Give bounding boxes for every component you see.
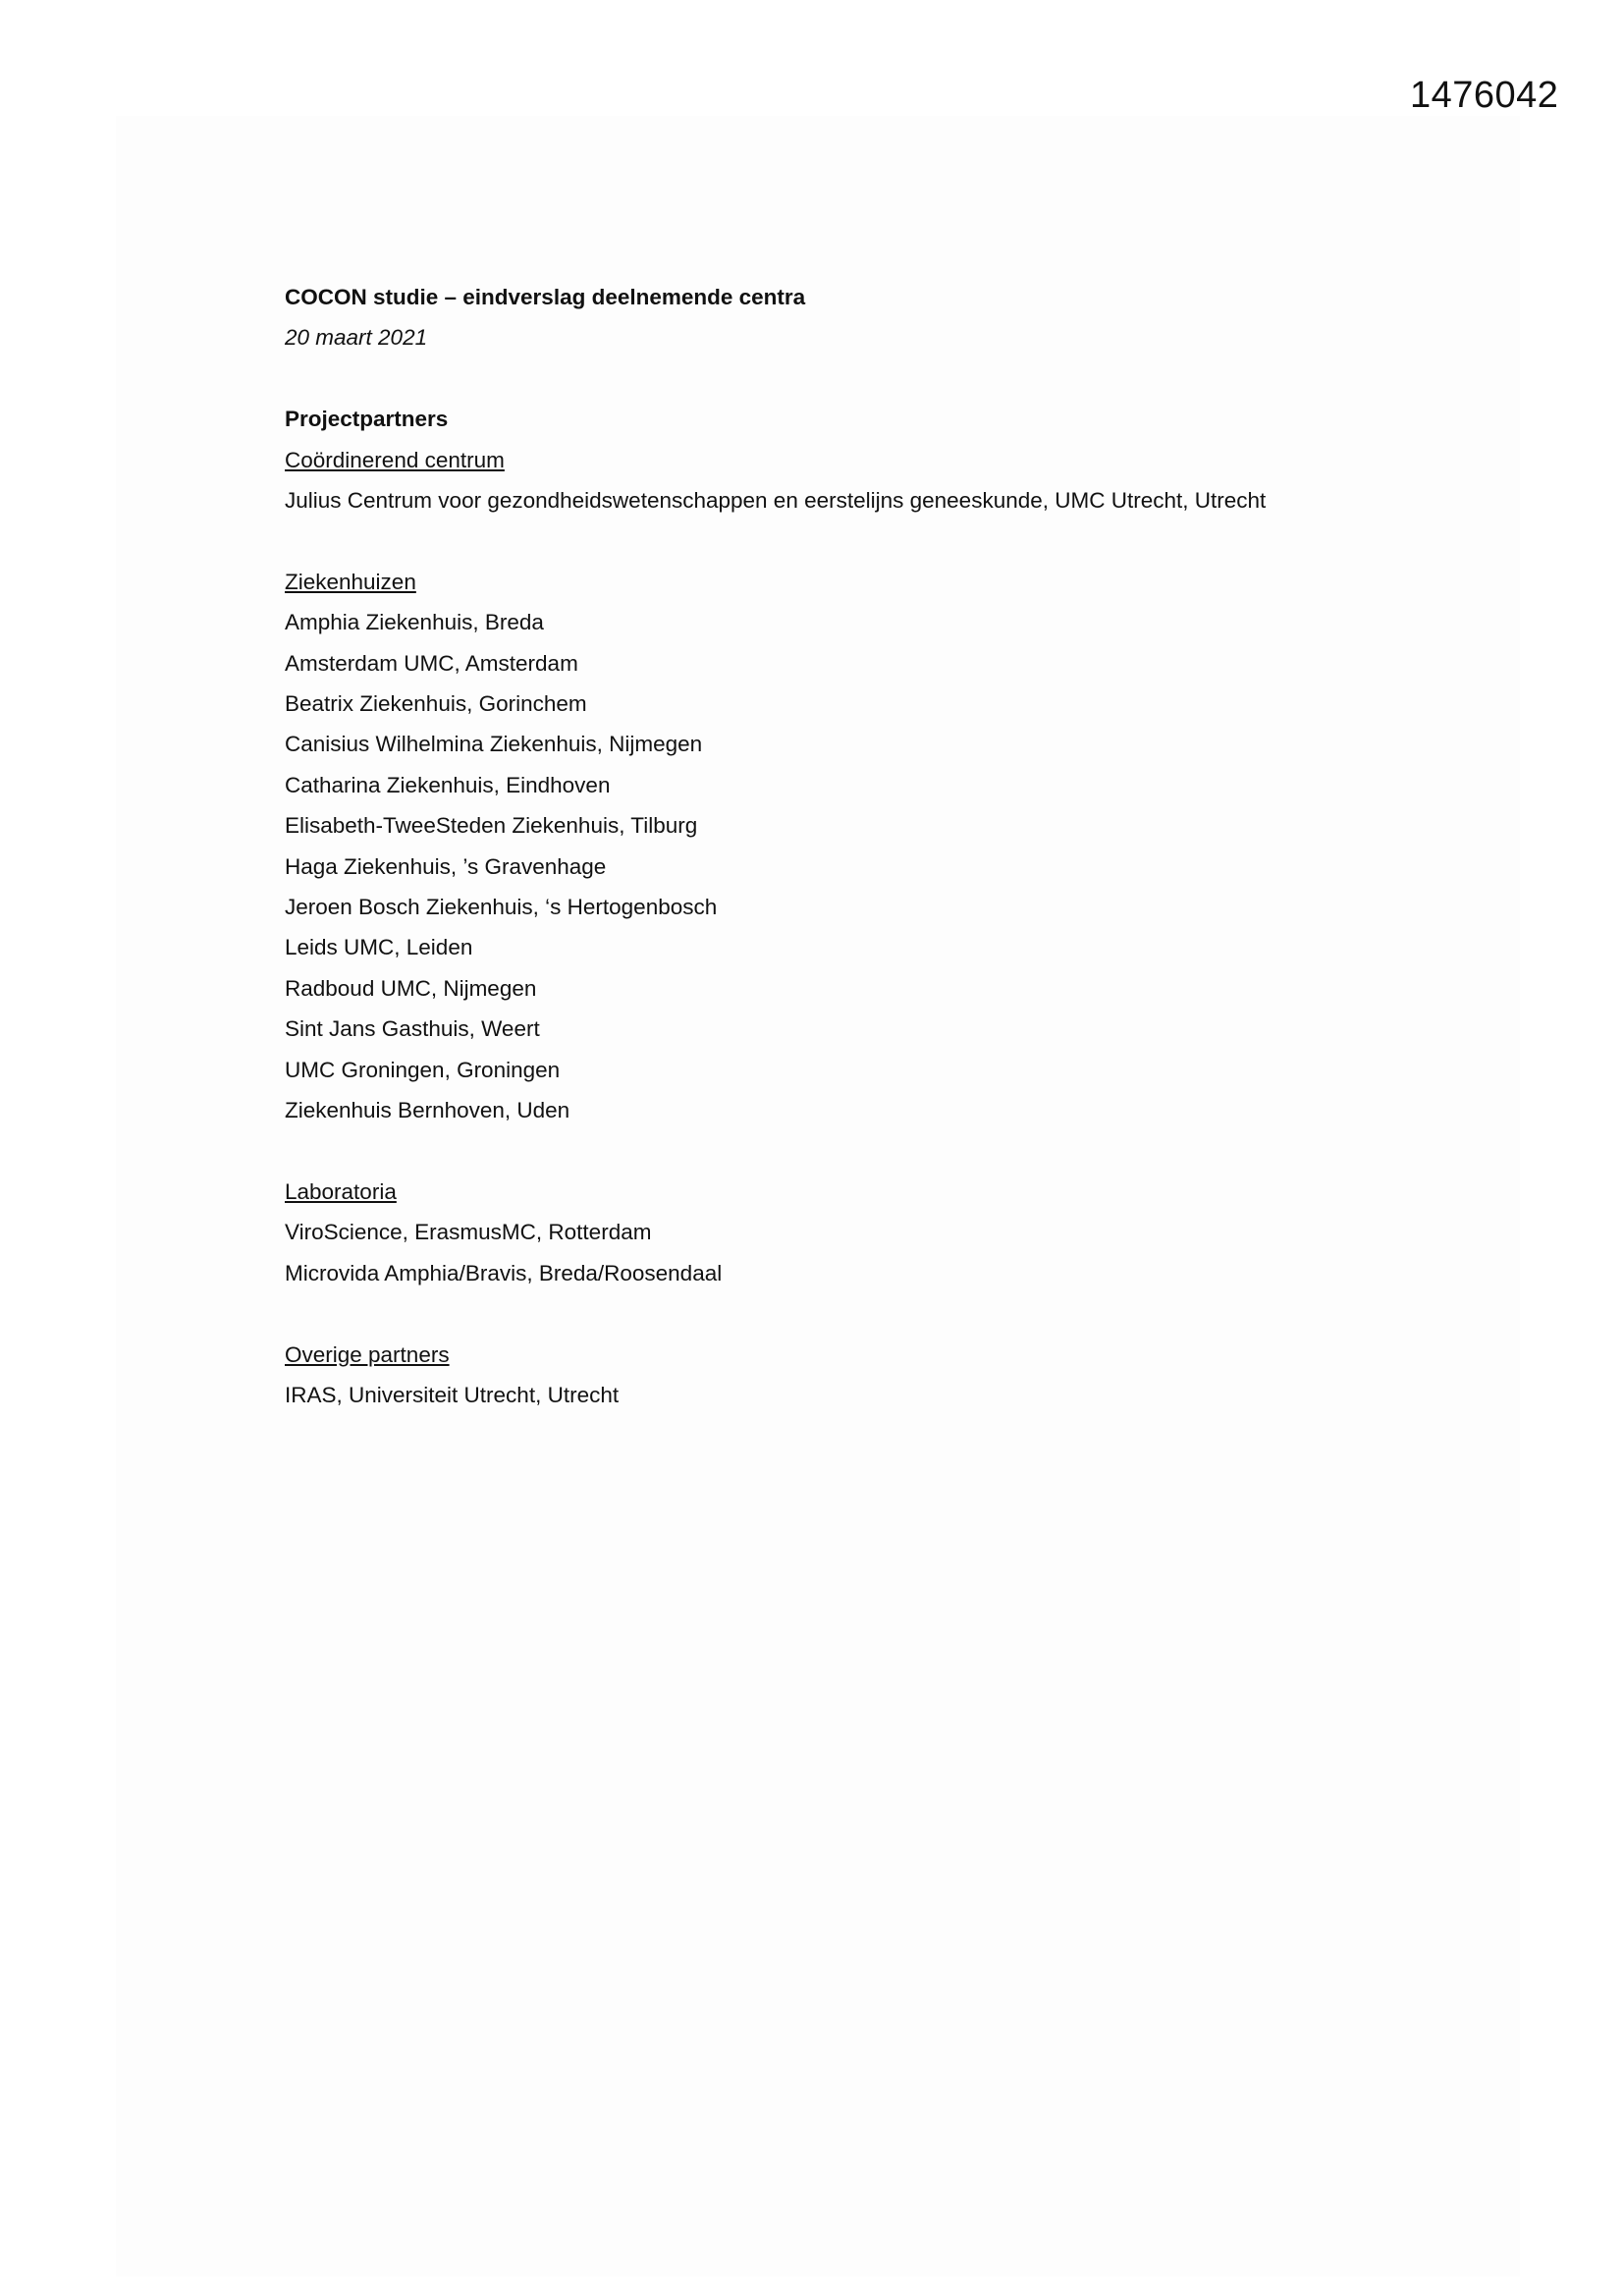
document-title: COCON studie – eindverslag deelnemende centra [285, 285, 806, 309]
group-heading-coordinating: Coördinerend centrum [285, 447, 505, 472]
list-item: Canisius Wilhelmina Ziekenhuis, Nijmegen [285, 732, 703, 757]
list-item: Amsterdam UMC, Amsterdam [285, 650, 578, 676]
list-item: Haga Ziekenhuis, ’s Gravenhage [285, 853, 607, 879]
document-body [285, 277, 1266, 1415]
list-item: ViroScience, ErasmusMC, Rotterdam [285, 1220, 652, 1245]
list-item: Jeroen Bosch Ziekenhuis, ‘s Hertogenbosch [285, 895, 718, 920]
list-item: Microvida Amphia/Bravis, Breda/Roosendaal [285, 1260, 723, 1285]
list-item: Sint Jans Gasthuis, Weert [285, 1016, 540, 1042]
list-item: Beatrix Ziekenhuis, Gorinchem [285, 691, 587, 717]
list-item: Radboud UMC, Nijmegen [285, 975, 537, 1001]
group-heading-labs: Laboratoria [285, 1178, 397, 1204]
list-item: Catharina Ziekenhuis, Eindhoven [285, 772, 611, 797]
list-item: Ziekenhuis Bernhoven, Uden [285, 1098, 570, 1123]
list-item: IRAS, Universiteit Utrecht, Utrecht [285, 1382, 620, 1407]
group-heading-other: Overige partners [285, 1341, 450, 1367]
section-heading: Projectpartners [285, 407, 449, 432]
list-item: Julius Centrum voor gezondheidswetenschappen en eerstelijns geneeskunde, UMC Utrecht, Utrecht [285, 488, 1267, 514]
document-number: 1476042 [1410, 75, 1559, 116]
group-heading-hospitals: Ziekenhuizen [285, 569, 416, 594]
list-item: UMC Groningen, Groningen [285, 1057, 561, 1082]
list-item: Elisabeth-TweeSteden Ziekenhuis, Tilburg [285, 813, 698, 839]
list-item: Amphia Ziekenhuis, Breda [285, 610, 544, 635]
list-item: Leids UMC, Leiden [285, 935, 473, 960]
document-date: 20 maart 2021 [285, 325, 428, 351]
